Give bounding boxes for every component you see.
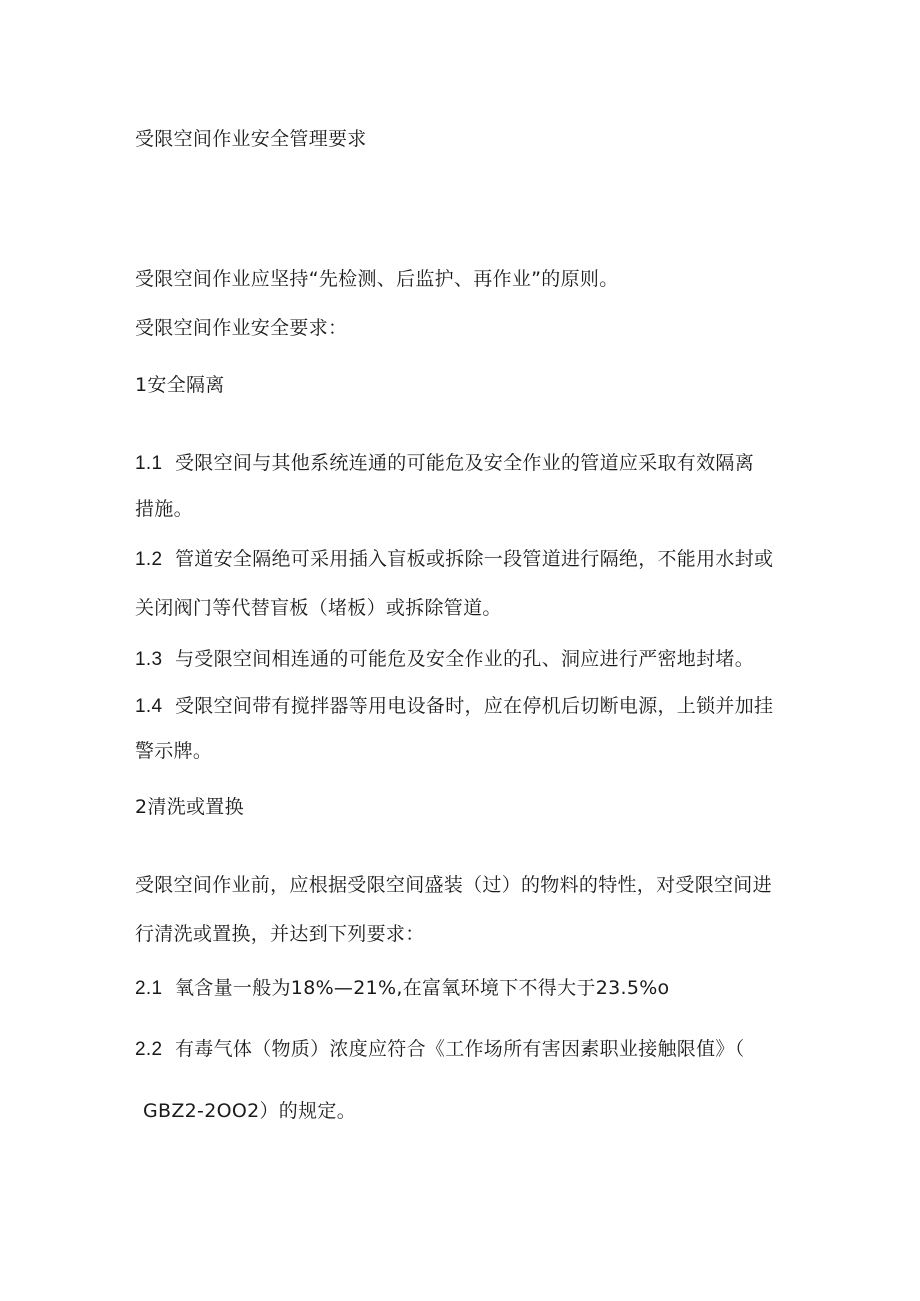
requirements-intro: 受限空间作业安全要求：: [135, 317, 348, 339]
item-1-4-continuation: 警示牌。: [135, 740, 213, 762]
item-1-3: [135, 647, 754, 672]
item-number: 2.1: [135, 978, 163, 999]
item-number: 1.2: [135, 549, 163, 570]
item-text: 受限空间带有搅拌器等用电设备时，应在停机后切断电源，上锁并加挂: [175, 695, 774, 717]
section-2-intro-line2: 行清洗或置换，并达到下列要求：: [135, 923, 425, 945]
item-number: 1.4: [135, 696, 163, 717]
item-number: 1.3: [135, 649, 163, 670]
item-2-1: [135, 976, 669, 1001]
item-2-2-continuation: GBZ2-2OO2）的规定。: [143, 1100, 357, 1122]
item-2-2: [135, 1037, 745, 1062]
principle-paragraph: 受限空间作业应坚持“先检测、后监护、再作业”的原则。: [135, 268, 619, 290]
item-1-2-continuation: 关闭阀门等代替盲板（堵板）或拆除管道。: [135, 597, 502, 619]
item-text: 与受限空间相连通的可能危及安全作业的孔、洞应进行严密地封堵。: [175, 648, 755, 670]
section-2-intro-line1: 受限空间作业前，应根据受限空间盛装（过）的物料的特性，对受限空间进: [135, 874, 772, 896]
item-text: 受限空间与其他系统连通的可能危及安全作业的管道应采取有效隔离: [175, 452, 755, 474]
item-text: 有毒气体（物质）浓度应符合《工作场所有害因素职业接触限值》（: [175, 1038, 745, 1060]
item-number: 2.2: [135, 1039, 163, 1060]
document-title: 受限空间作业安全管理要求: [135, 128, 367, 150]
section-1-heading: 1安全隔离: [135, 374, 225, 396]
item-text: 氧含量一般为18%—21%,在富氧环境下不得大于23.5%o: [175, 977, 670, 999]
item-1-1-continuation: 措施。: [135, 498, 193, 520]
item-number: 1.1: [135, 453, 163, 474]
item-1-1: [135, 451, 754, 476]
item-1-2: [135, 547, 773, 572]
item-1-4: [135, 694, 773, 719]
item-text: 管道安全隔绝可采用插入盲板或拆除一段管道进行隔绝，不能用水封或: [175, 548, 774, 570]
section-2-heading: 2清洗或置换: [135, 796, 244, 818]
